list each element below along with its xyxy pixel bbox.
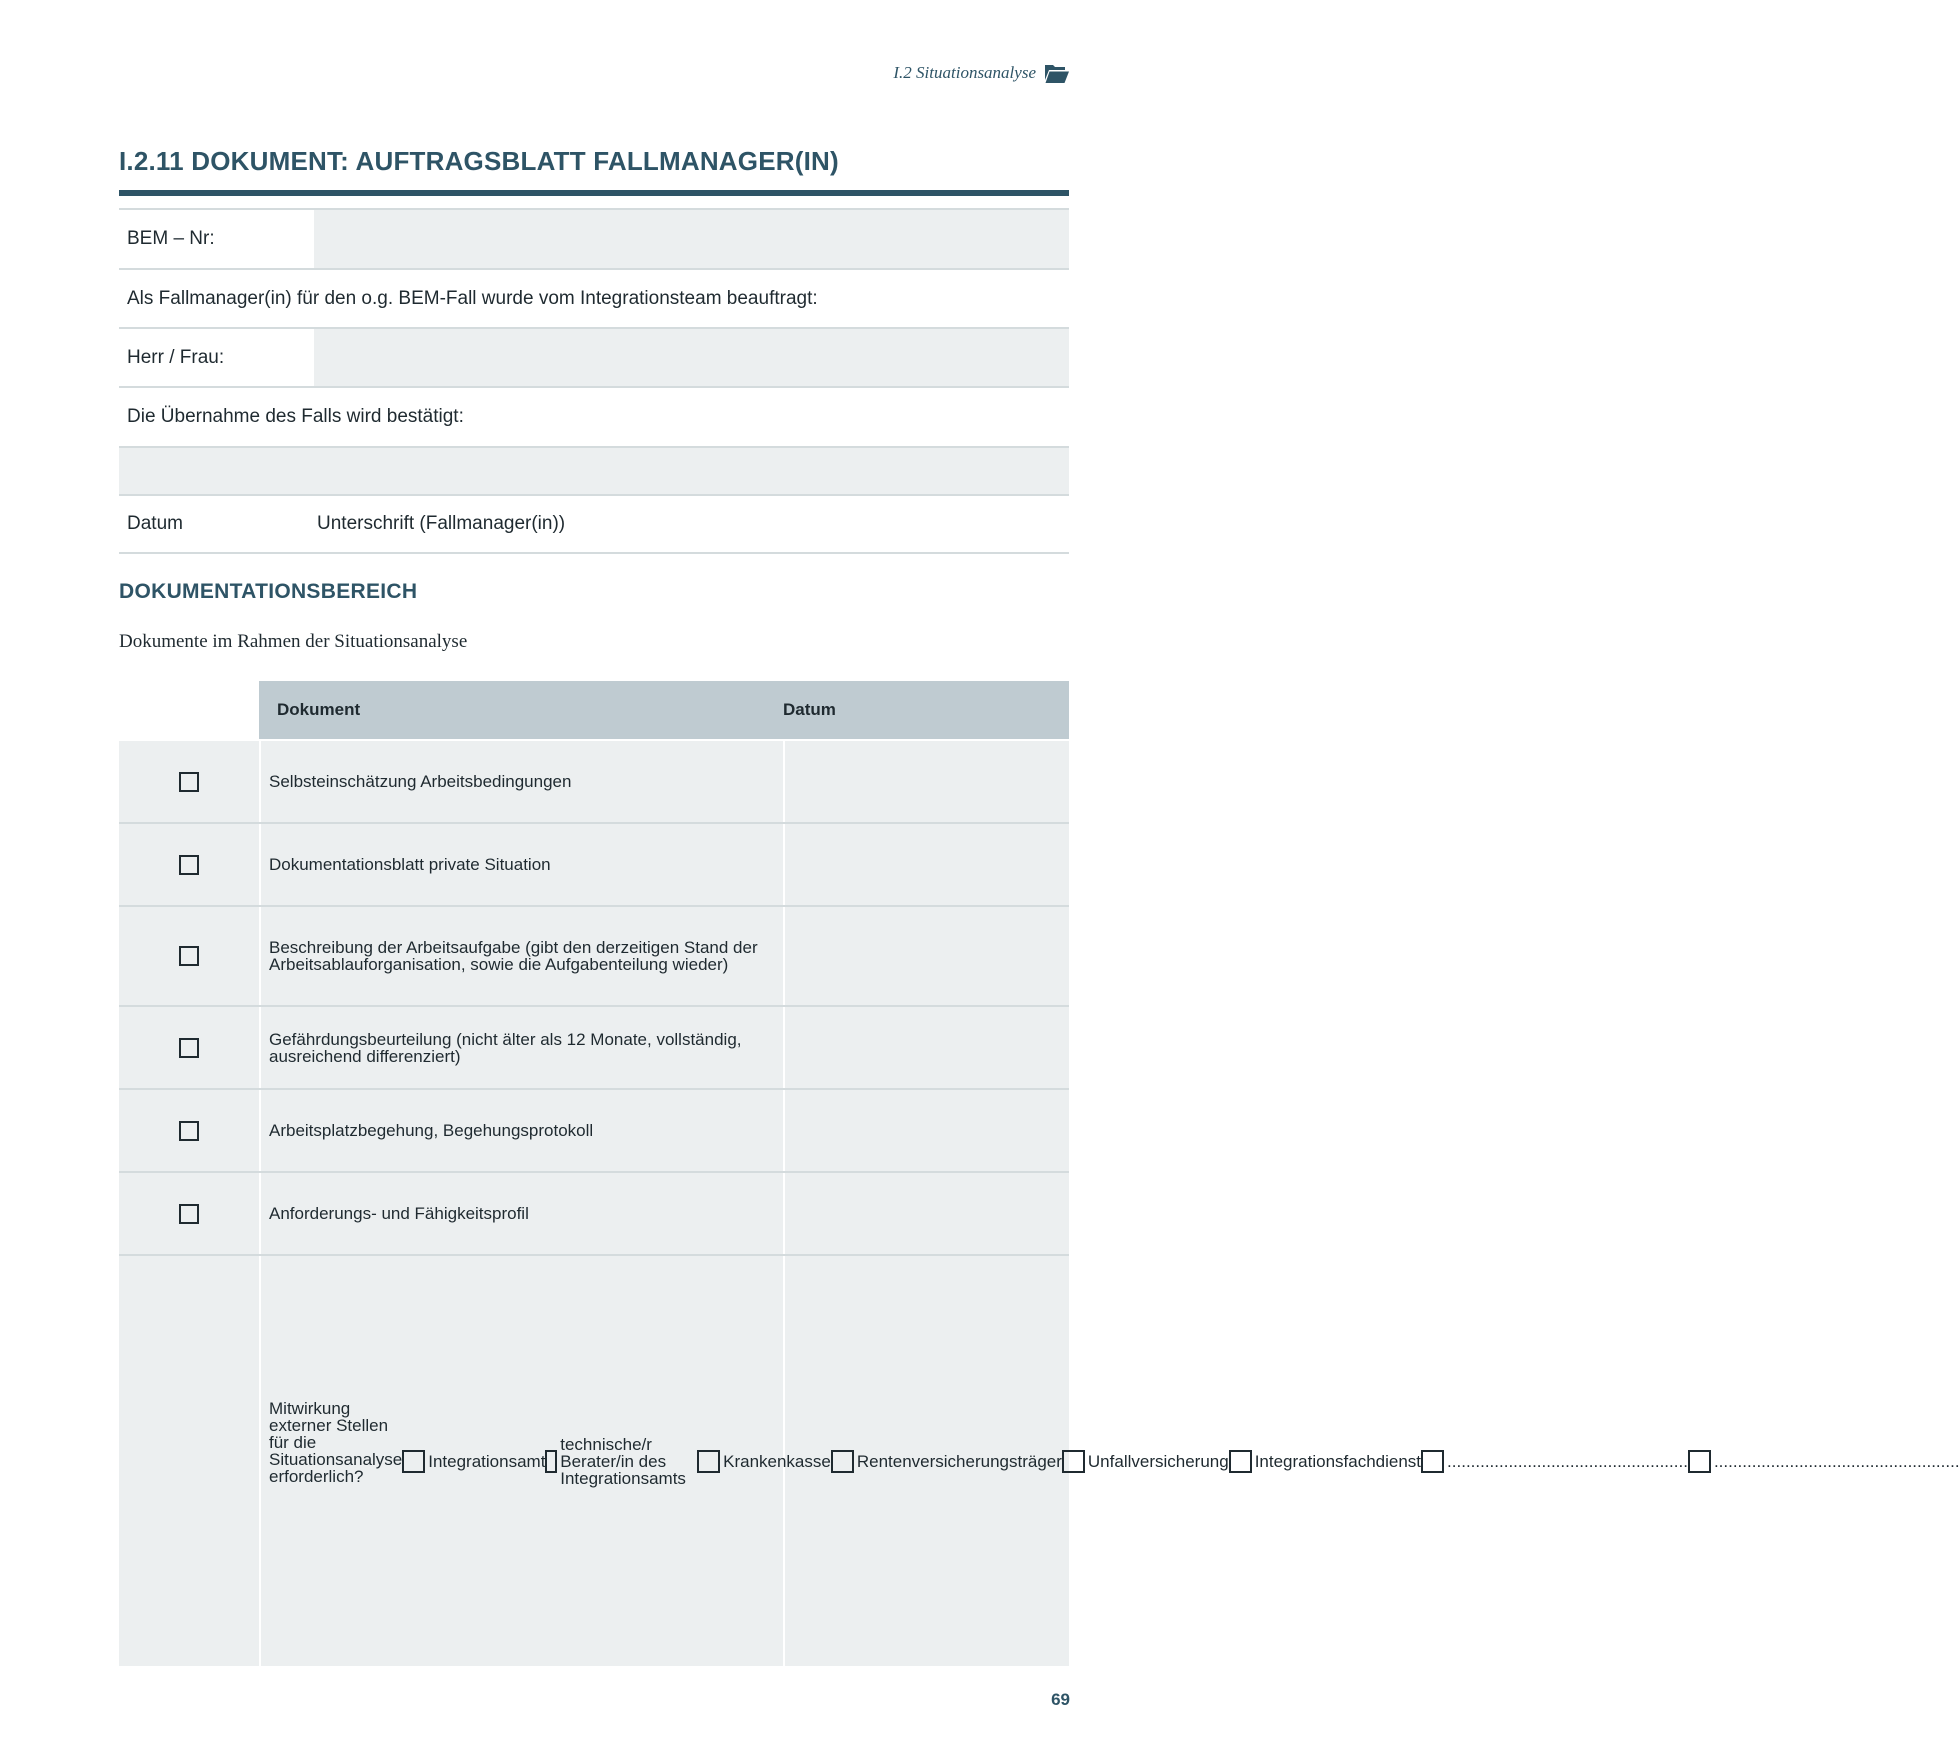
option-label: Integrationsfachdienst bbox=[1254, 1451, 1422, 1471]
option-label: Unfallversicherung bbox=[1087, 1451, 1229, 1471]
assignment-form bbox=[119, 208, 1069, 554]
document-name: Anforderungs- und Fähigkeitsprofil bbox=[261, 1173, 785, 1254]
checkbox[interactable] bbox=[1421, 1450, 1444, 1473]
table-header bbox=[259, 681, 1069, 739]
section-header bbox=[893, 62, 1070, 84]
date-cell[interactable] bbox=[785, 1090, 1069, 1171]
external-question: Mitwirkung externer Stellen für die Situationsanalyse erforderlich? bbox=[269, 1398, 403, 1486]
document-name: Dokumentationsblatt private Situation bbox=[261, 824, 785, 905]
assigned-row bbox=[119, 270, 1069, 329]
signature-field[interactable] bbox=[119, 448, 1069, 496]
herr-frau-label: Herr / Frau: bbox=[127, 346, 225, 368]
date-cell[interactable] bbox=[785, 741, 1069, 822]
folder-open-icon bbox=[1044, 62, 1070, 84]
title-rule bbox=[119, 190, 1069, 196]
external-option bbox=[1421, 1444, 1688, 1479]
checkbox[interactable] bbox=[179, 1121, 199, 1141]
document-table bbox=[119, 741, 1960, 1666]
date-cell[interactable] bbox=[785, 824, 1069, 905]
bem-nr-row bbox=[119, 208, 1069, 270]
checkbox[interactable] bbox=[179, 772, 199, 792]
table-row bbox=[119, 1173, 1069, 1256]
column-header-datum: Datum bbox=[783, 700, 836, 719]
section-heading: DOKUMENTATIONSBEREICH bbox=[119, 580, 418, 603]
table-row bbox=[119, 1007, 1069, 1090]
bem-nr-label: BEM – Nr: bbox=[127, 228, 215, 249]
checkbox[interactable] bbox=[697, 1450, 720, 1473]
document-name: Selbsteinschätzung Arbeitsbedingungen bbox=[261, 741, 785, 822]
document-name: Beschreibung der Arbeitsaufgabe (gibt den derzeitigen Stand der Arbeitsablauforganisation, sowie die Aufgabenteilung wieder) bbox=[261, 907, 785, 1005]
checkbox[interactable] bbox=[179, 1204, 199, 1224]
page-number: 69 bbox=[1051, 1690, 1070, 1709]
page-title: I.2.11 DOKUMENT: AUFTRAGSBLATT FALLMANAGER(IN) bbox=[119, 146, 839, 176]
date-cell[interactable] bbox=[785, 1256, 1069, 1666]
table-row bbox=[119, 824, 1069, 907]
external-row bbox=[119, 1256, 1960, 1666]
assigned-text: Als Fallmanager(in) für den o.g. BEM-Fall wurde vom Integrationsteam beauftragt: bbox=[127, 287, 818, 309]
option-label: .................................................... bbox=[1713, 1451, 1960, 1471]
confirm-row bbox=[119, 388, 1069, 448]
option-label: Rentenversicherungsträger bbox=[856, 1451, 1062, 1471]
table-row bbox=[119, 741, 1069, 824]
external-option bbox=[1229, 1444, 1421, 1479]
checkbox[interactable] bbox=[179, 946, 199, 966]
document-name: Gefährdungsbeurteilung (nicht älter als 12 Monate, vollständig, ausreichend differenziert) bbox=[261, 1007, 785, 1088]
herr-frau-row bbox=[119, 329, 1069, 388]
checkbox[interactable] bbox=[179, 855, 199, 875]
checkbox[interactable] bbox=[179, 1038, 199, 1058]
option-label: Krankenkasse bbox=[723, 1451, 831, 1471]
option-label: ................................................... bbox=[1447, 1451, 1688, 1471]
checkbox[interactable] bbox=[1688, 1450, 1711, 1473]
confirm-text: Die Übernahme des Falls wird bestätigt: bbox=[127, 406, 464, 427]
date-cell[interactable] bbox=[785, 907, 1069, 1005]
section-subtitle: Dokumente im Rahmen der Situationsanalyse bbox=[119, 631, 468, 652]
signature-label: Unterschrift (Fallmanager(in)) bbox=[317, 513, 566, 534]
column-header-dokument: Dokument bbox=[277, 700, 361, 719]
option-label: Integrationsamt bbox=[428, 1451, 546, 1471]
signature-label-row bbox=[119, 496, 1069, 554]
option-label: technische/r Berater/in des Integrationsamts bbox=[560, 1434, 686, 1488]
external-option bbox=[402, 1444, 545, 1479]
checkbox[interactable] bbox=[402, 1450, 425, 1473]
checkbox[interactable] bbox=[545, 1450, 557, 1473]
external-section bbox=[261, 1256, 1960, 1666]
external-option bbox=[545, 1434, 697, 1488]
date-cell[interactable] bbox=[785, 1173, 1069, 1254]
bem-nr-field[interactable] bbox=[314, 210, 1069, 268]
section-header-label: I.2 Situationsanalyse bbox=[893, 63, 1036, 82]
external-option bbox=[1062, 1444, 1229, 1479]
table-row bbox=[119, 907, 1069, 1007]
document-name: Arbeitsplatzbegehung, Begehungsprotokoll bbox=[261, 1090, 785, 1171]
external-option bbox=[1688, 1444, 1960, 1479]
herr-frau-field[interactable] bbox=[314, 329, 1069, 386]
table-row bbox=[119, 1090, 1069, 1173]
datum-label: Datum bbox=[127, 513, 183, 534]
date-cell[interactable] bbox=[785, 1007, 1069, 1088]
checkbox[interactable] bbox=[1229, 1450, 1252, 1473]
